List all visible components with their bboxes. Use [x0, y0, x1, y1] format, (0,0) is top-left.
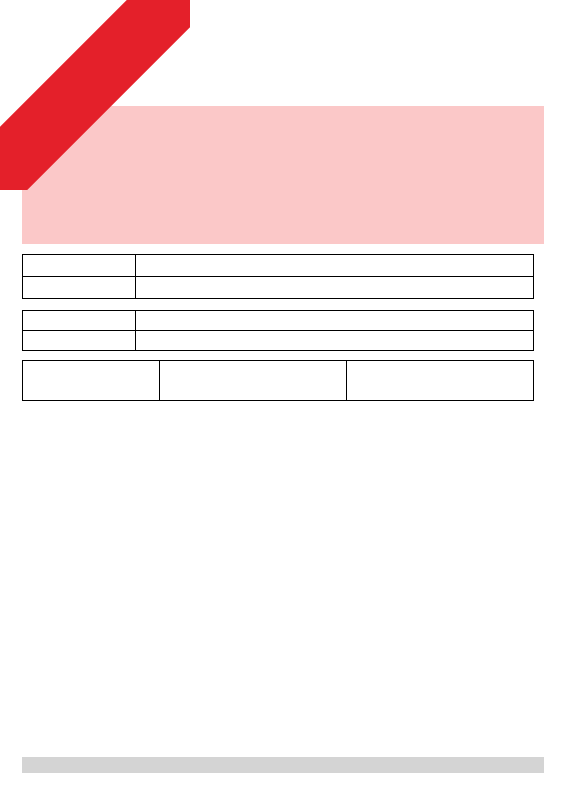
- date-value-en: [136, 331, 534, 351]
- timetable-side-label: [23, 361, 160, 401]
- column-header-frequency: [347, 361, 534, 401]
- route-value-zh: [136, 255, 534, 277]
- route-value-en: [136, 311, 534, 331]
- info-row-date: [23, 277, 534, 299]
- info-row-date-en: [23, 331, 534, 351]
- date-value-zh: [136, 277, 534, 299]
- date-label-zh: [23, 277, 136, 299]
- ribbon-en: [0, 0, 166, 182]
- route-label-zh: [23, 255, 136, 277]
- service-adjustment-ribbon: [0, 0, 190, 190]
- route-label-en: [23, 311, 136, 331]
- route-info-zh: [22, 254, 534, 299]
- column-header-departure: [160, 361, 347, 401]
- timetable: [22, 360, 534, 401]
- info-row-route-en: [23, 311, 534, 331]
- footer: [22, 757, 544, 773]
- date-label-en: [23, 331, 136, 351]
- info-row-route: [23, 255, 534, 277]
- ribbon-zh: [0, 0, 166, 182]
- route-info-en: [22, 310, 534, 351]
